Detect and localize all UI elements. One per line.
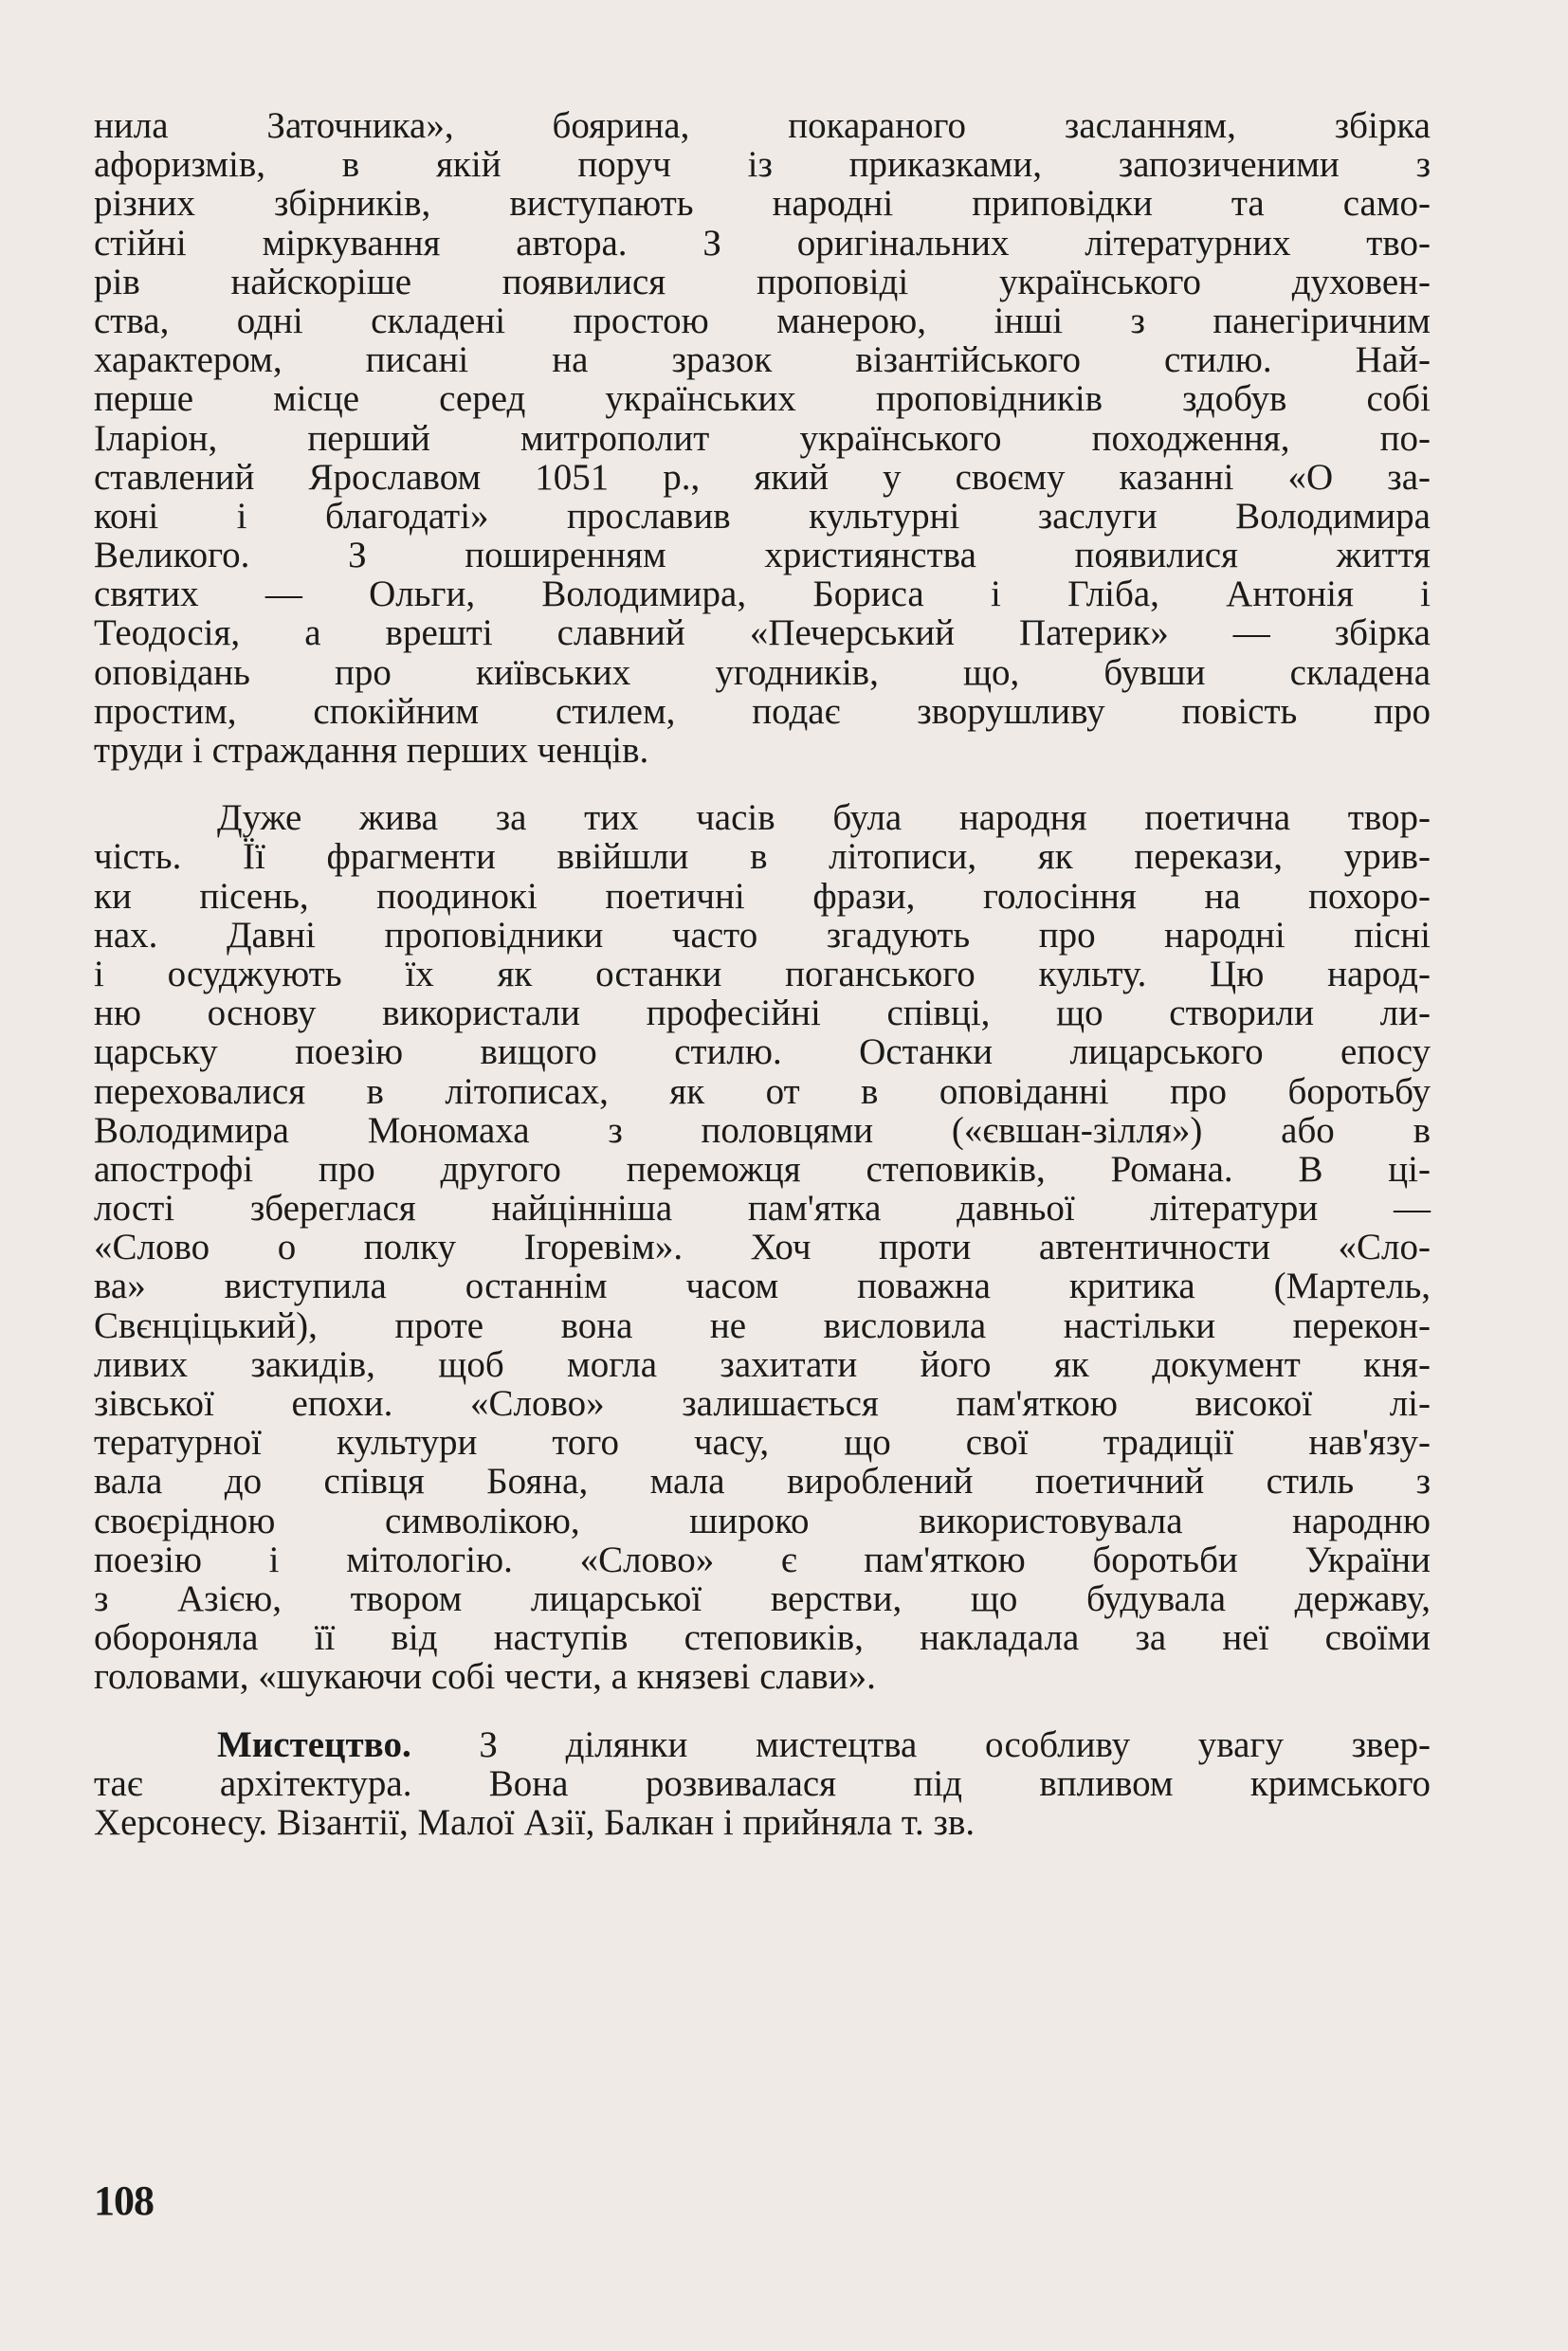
text-line <box>94 1150 1431 1189</box>
text-line <box>94 145 1431 184</box>
line-text: нах. Давні проповідники часто згадують про народні пісні <box>94 914 1431 956</box>
line-text: ливих закидів, щоб могла захитати його як документ кня- <box>94 1343 1431 1385</box>
line-text: апострофі про другого переможця степовиків, Романа. В ці- <box>94 1148 1431 1190</box>
line-text: стійні міркування автора. З оригінальних літературних тво- <box>94 222 1431 264</box>
line-text: головами, «шукаючи собі чести, а князеві слави». <box>94 1656 876 1698</box>
line-text: труди і страждання перших ченців. <box>94 730 649 771</box>
text-line <box>94 1384 1431 1423</box>
text-line <box>94 1189 1431 1228</box>
line-text: ства, одні складені простою манерою, інші з панегіричним <box>94 300 1431 341</box>
text-line <box>94 379 1431 418</box>
text-line <box>94 458 1431 497</box>
line-text: Свєнціцький), проте вона не висловила настільки перекон- <box>94 1304 1431 1346</box>
text-line <box>94 1032 1431 1071</box>
text-line <box>94 497 1431 536</box>
paragraph-gap <box>94 1697 1431 1725</box>
text-line <box>94 1306 1431 1345</box>
line-text: різних збірників, виступають народні приповідки та само- <box>94 183 1431 225</box>
body-text <box>94 106 1431 1842</box>
paragraph <box>94 1725 1431 1843</box>
line-text: нила Заточника», боярина, покараного засланням, збірка <box>94 105 1431 146</box>
line-text: характером, писані на зразок візантійського стилю. Най- <box>94 339 1431 381</box>
section-heading: Мистецтво. <box>217 1723 411 1765</box>
text-line <box>94 1725 1431 1764</box>
text-line <box>94 263 1431 301</box>
line-text: ставлений Ярославом 1051 р., який у своєму казанні «О за- <box>94 456 1431 498</box>
text-line <box>94 692 1431 731</box>
line-text: царську поезію вищого стилю. Останки лицарського епосу <box>94 1031 1431 1073</box>
text-line <box>94 837 1431 876</box>
line-text: ва» виступила останнім часом поважна критика (Мартель, <box>94 1266 1431 1307</box>
line-text: Іларіон, перший митрополит українського походження, по- <box>94 417 1431 459</box>
line-text: переховалися в літописах, як от в оповіданні про боротьбу <box>94 1070 1431 1112</box>
line-text: поезію і мітологію. «Слово» є пам'яткою боротьби України <box>94 1539 1431 1580</box>
line-text: тературної культури того часу, що свої традиції нав'язу- <box>94 1422 1431 1464</box>
line-text: коні і благодаті» прославив культурні заслуги Володимира <box>94 495 1431 537</box>
line-text: тає архітектура. Вона розвивалася під впливом кримського <box>94 1762 1431 1804</box>
text-line <box>94 1579 1431 1618</box>
line-text: і осуджують їх як останки поганського культу. Цю народ- <box>94 953 1431 994</box>
line-text: ню основу використали професійні співці, що створили ли- <box>94 993 1431 1034</box>
text-line <box>94 1618 1431 1657</box>
line-text: вала до співця Бояна, мала вироблений поетичний стиль з <box>94 1461 1431 1503</box>
paragraph-gap <box>94 770 1431 798</box>
text-line <box>94 1803 1431 1842</box>
text-line <box>94 1540 1431 1579</box>
text-line <box>94 184 1431 223</box>
line-text: своєрідною символікою, широко використовувала народню <box>94 1500 1431 1541</box>
text-line <box>94 731 1431 770</box>
line-text: простим, спокійним стилем, подає зворушливу повість про <box>94 690 1431 732</box>
text-line <box>94 955 1431 993</box>
text-line <box>94 653 1431 692</box>
line-text: Дуже жива за тих часів була народня поетична твор- <box>217 797 1431 839</box>
line-text: перше місце серед українських проповідників здобув собі <box>94 378 1431 420</box>
text-line <box>94 536 1431 574</box>
text-line <box>94 224 1431 263</box>
line-text: чість. Її фрагменти ввійшли в літописи, як перекази, урив- <box>94 836 1431 878</box>
text-line <box>94 419 1431 458</box>
paragraph <box>94 106 1431 770</box>
line-text: Володимира Мономаха з половцями («євшан-зілля») або в <box>94 1109 1431 1151</box>
line-text: святих — Ольги, Володимира, Бориса і Гліба, Антонія і <box>94 574 1431 615</box>
text-line <box>94 1228 1431 1267</box>
text-line <box>94 1072 1431 1111</box>
paragraph <box>94 798 1431 1696</box>
line-text: обороняла її від наступів степовиків, накладала за неї своїми <box>94 1617 1431 1659</box>
text-line <box>94 1345 1431 1384</box>
text-line <box>94 916 1431 955</box>
line-text: Херсонесу. Візантії, Малої Азії, Балкан і прийняла т. зв. <box>94 1801 975 1843</box>
line-text: Великого. З поширенням християнства появилися життя <box>94 535 1431 576</box>
text-line <box>94 613 1431 652</box>
text-line <box>94 1764 1431 1803</box>
text-line <box>94 1423 1431 1462</box>
text-line <box>94 798 1431 837</box>
line-text: рів найскоріше появилися проповіді українського духовен- <box>94 261 1431 302</box>
text-line <box>94 106 1431 145</box>
line-text: «Слово о полку Ігоревім». Хоч проти автентичности «Сло- <box>94 1227 1431 1268</box>
text-line <box>94 1111 1431 1150</box>
text-line <box>94 1267 1431 1305</box>
text-line <box>94 877 1431 916</box>
page-number: 108 <box>94 2178 154 2224</box>
text-line <box>94 993 1431 1032</box>
line-text: Теодосія, а врешті славний «Печерський Патерик» — збірка <box>94 612 1431 654</box>
line-text: лості збереглася найцінніша пам'ятка давньої літератури — <box>94 1188 1431 1230</box>
line-text: зівської епохи. «Слово» залишається пам'яткою високої лі- <box>94 1383 1431 1424</box>
text-line <box>94 574 1431 613</box>
text-line <box>94 1502 1431 1540</box>
line-text: З ділянки мистецтва особливу увагу звер- <box>479 1723 1431 1765</box>
line-text: афоризмів, в якій поруч із приказками, запозиченими з <box>94 144 1431 186</box>
text-line <box>94 1657 1431 1696</box>
line-text: з Азією, твором лицарської верстви, що будувала державу, <box>94 1577 1431 1619</box>
line-text: оповідань про київських угодників, що, бувши складена <box>94 651 1431 693</box>
text-line <box>94 1462 1431 1501</box>
line-text: ки пісень, поодинокі поетичні фрази, голосіння на похоро- <box>94 875 1431 917</box>
text-line <box>94 301 1431 340</box>
text-line <box>94 340 1431 379</box>
